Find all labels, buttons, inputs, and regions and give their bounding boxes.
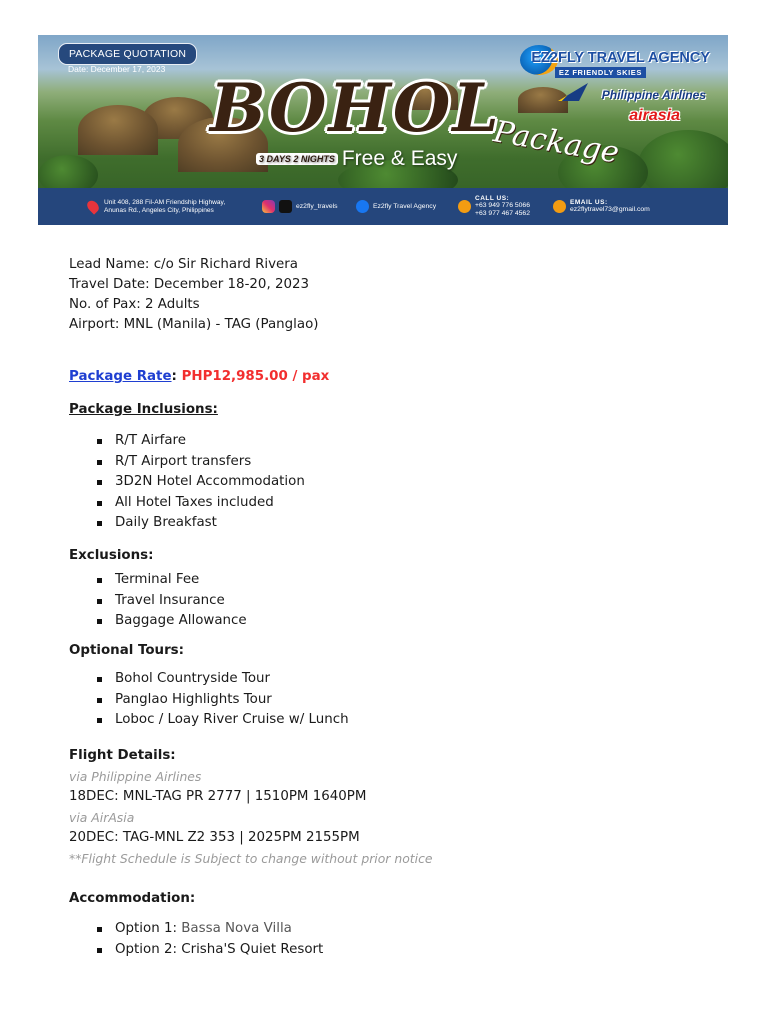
call-label: CALL US: (475, 195, 510, 202)
instagram-handle[interactable]: ez2fly_travels (296, 203, 338, 210)
list-item: Baggage Allowance (69, 611, 247, 632)
accommodation-heading (69, 887, 195, 909)
phone-number-1[interactable]: +63 949 776 5066 (475, 202, 530, 209)
flight-disclaimer: **Flight Schedule is Subject to change without prior notice (69, 851, 433, 866)
package-script-title: Package (490, 114, 622, 171)
address-line-2: Anunas Rd., Angeles City, Philippines (104, 206, 214, 214)
days-nights-label: 3 DAYS 2 NIGHTS (256, 153, 338, 165)
airasia-logo: airasia (629, 107, 680, 124)
list-item: All Hotel Taxes included (69, 493, 305, 514)
list-item: 3D2N Hotel Accommodation (69, 472, 305, 493)
address-block (88, 188, 225, 225)
call-block (458, 188, 530, 225)
chocolate-hill (78, 105, 158, 155)
list-item (69, 919, 323, 940)
exclusions-heading (69, 544, 153, 566)
flight-1: 18DEC: MNL-TAG PR 2777 | 1510PM 1640PM (69, 789, 367, 804)
email-label: EMAIL US: (570, 199, 608, 206)
option-1-label: Option 1: (115, 921, 182, 936)
lead-name: Lead Name: c/o Sir Richard Rivera (69, 257, 299, 272)
list-item: Panglao Highlights Tour (69, 690, 349, 711)
contact-bar (38, 188, 728, 225)
package-rate-value: PHP12,985.00 / pax (181, 369, 330, 384)
inclusions-list (69, 431, 305, 534)
accommodation-heading-text: Accommodation: (69, 891, 196, 906)
list-item: Travel Insurance (69, 591, 247, 612)
inclusions-heading-text: Package Inclusions: (69, 402, 218, 417)
address-line-1: Unit 408, 288 Fil-AM Friendship Highway, (104, 198, 226, 206)
list-item: Option 2: Crisha'S Quiet Resort (69, 940, 323, 961)
option-1-value: Bassa Nova Villa (181, 921, 292, 936)
instagram-icon[interactable] (262, 200, 275, 213)
flight-via-1: via Philippine Airlines (69, 769, 202, 784)
exclusions-heading-text: Exclusions: (69, 548, 154, 563)
pax-count: No. of Pax: 2 Adults (69, 297, 200, 312)
agency-tagline: EZ FRIENDLY SKIES (555, 67, 646, 78)
list-item: Bohol Countryside Tour (69, 669, 349, 690)
airport-route: Airport: MNL (Manila) - TAG (Panglao) (69, 317, 319, 332)
map-pin-icon (85, 198, 101, 214)
philippine-airlines-logo: Philippine Airlines (601, 88, 706, 102)
tours-list (69, 669, 349, 731)
tiktok-icon[interactable] (279, 200, 292, 213)
exclusions-list (69, 570, 247, 632)
package-subtitle (256, 147, 457, 171)
facebook-page[interactable]: Ez2fly Travel Agency (373, 203, 437, 210)
tours-heading (69, 639, 184, 661)
flight-heading: Flight Details: (69, 748, 176, 763)
list-item: Terminal Fee (69, 570, 247, 591)
list-item: Daily Breakfast (69, 513, 305, 534)
package-rate: Package Rate: PHP12,985.00 / pax (69, 369, 330, 384)
email-block (553, 188, 650, 225)
social-block (262, 188, 338, 225)
flight-via-2: via AirAsia (69, 810, 135, 825)
package-rate-link[interactable]: Package Rate (69, 369, 172, 384)
tours-heading-text: Optional Tours: (69, 643, 184, 658)
phone-icon (458, 200, 471, 213)
flight-2: 20DEC: TAG-MNL Z2 353 | 2025PM 2155PM (69, 830, 360, 845)
list-item: R/T Airport transfers (69, 452, 305, 473)
free-easy-label: Free & Easy (341, 147, 458, 170)
accommodation-list (69, 919, 323, 960)
facebook-icon[interactable] (356, 200, 369, 213)
agency-name: EZ2FLY TRAVEL AGENCY (531, 50, 710, 66)
phone-number-2[interactable]: +63 977 467 4562 (475, 210, 530, 217)
header-banner (38, 35, 728, 225)
inclusions-heading (69, 398, 218, 420)
facebook-block (356, 188, 436, 225)
travel-date: Travel Date: December 18-20, 2023 (69, 277, 310, 292)
package-quotation-badge: PACKAGE QUOTATION (58, 43, 197, 65)
email-address[interactable]: ez2flytravel73@gmail.com (570, 206, 650, 213)
flight-details (69, 746, 433, 869)
quotation-date: Date: December 17, 2023 (68, 64, 166, 74)
destination-title: BOHOL (210, 69, 501, 147)
list-item: R/T Airfare (69, 431, 305, 452)
email-icon (553, 200, 566, 213)
lead-info (69, 255, 319, 335)
list-item: Loboc / Loay River Cruise w/ Lunch (69, 710, 349, 731)
